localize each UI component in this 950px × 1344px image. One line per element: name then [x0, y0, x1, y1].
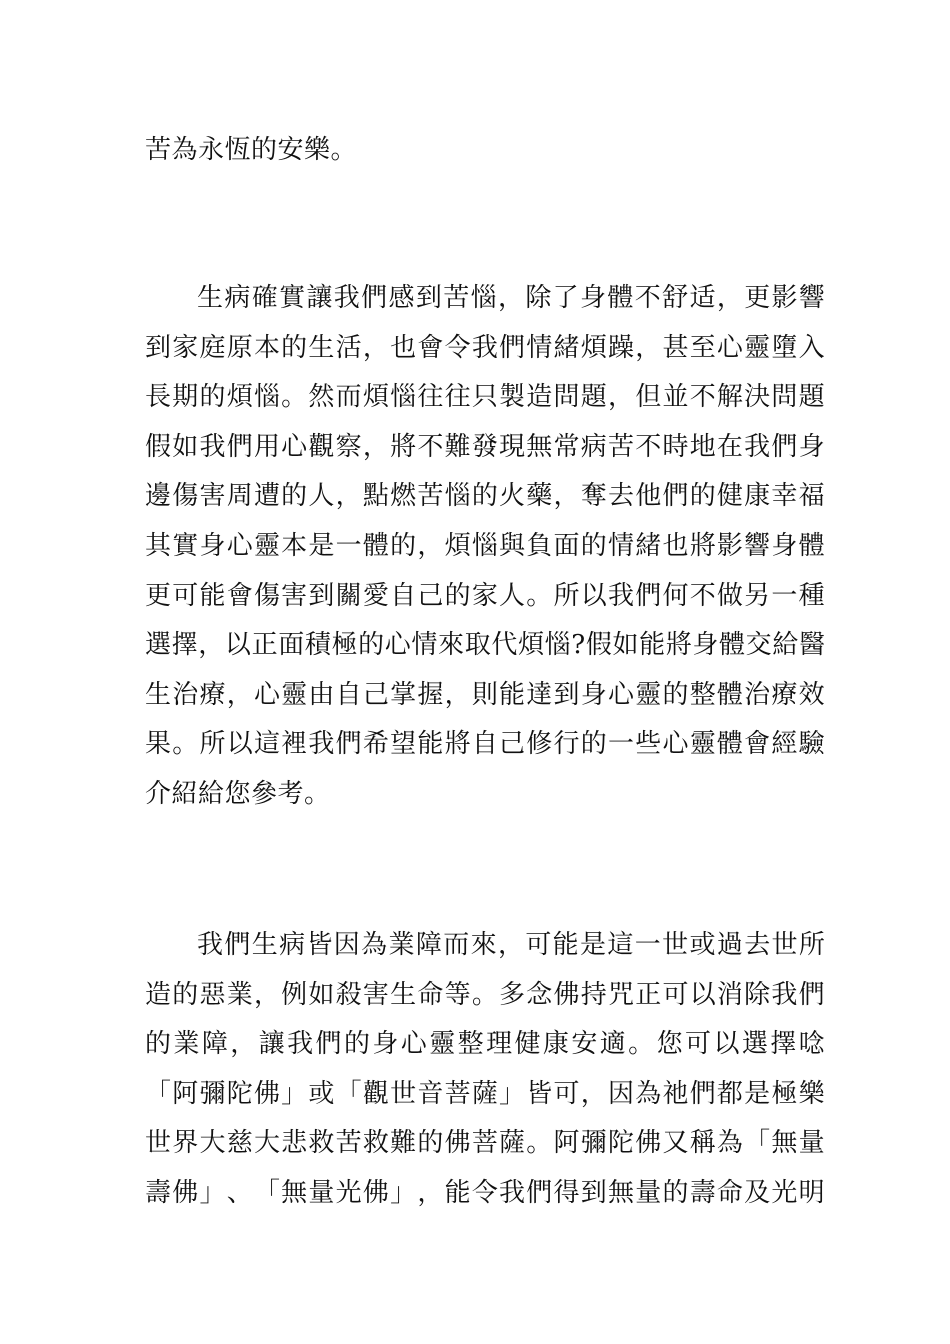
paragraph-1: [145, 274, 825, 820]
text-line: 我 們 生 病 皆 因 為 業 障 而 來 ， 可 能 是 這 一 世 或 過 去 世 所: [197, 930, 825, 960]
text-line: 假 如 我 們 用 心 觀 察 ， 將 不 難 發 現 無 常 病 苦 不 時 地 在 我 們 身: [145, 431, 825, 462]
text-line: 更 可 能 會 傷 害 到 關 愛 自 己 的 家 人 。 所 以 我 們 何 不 做 另 一 種: [145, 580, 825, 611]
text-line: 「 阿 彌 陀 佛 」 或 「 觀 世 音 菩 薩 」 皆 可 ， 因 為 祂 們 都 是 極 樂: [145, 1078, 825, 1109]
text-line: 生 病 確 實 讓 我 們 感 到 苦 惱 ， 除 了 身 體 不 舒 适 ， 更 影 響: [197, 283, 825, 313]
text-line: 其 實 身 心 靈 本 是 一 體 的 ， 煩 惱 與 負 面 的 情 緒 也 將 影 響 身 體: [145, 530, 825, 561]
text-line: 邊 傷 害 周 遭 的 人 ， 點 燃 苦 惱 的 火 藥 ， 奪 去 他 們 的 健 康 幸 福: [145, 481, 825, 512]
text-line: 生 治 療 ， 心 靈 由 自 己 掌 握 ， 則 能 達 到 身 心 靈 的 整 體 治 療 效: [145, 679, 825, 710]
paragraph-0: [145, 126, 825, 176]
text-line: 造 的 惡 業 ， 例 如 殺 害 生 命 等 。 多 念 佛 持 咒 正 可 以 消 除 我 們: [145, 979, 825, 1010]
paragraph-2: [145, 921, 825, 1219]
text-line: 世 界 大 慈 大 悲 救 苦 救 難 的 佛 菩 薩 。 阿 彌 陀 佛 又 稱 為 「 無 量: [145, 1128, 825, 1159]
text-line: 介紹給您參考。: [145, 778, 331, 809]
text-line: 壽 佛 」 、 「 無 量 光 佛 」 ， 能 令 我 們 得 到 無 量 的 壽 命 及 光 明: [145, 1177, 825, 1208]
text-line: 長 期 的 煩 惱 。 然 而 煩 惱 往 往 只 製 造 問 題 ， 但 並 不 解 決 問 題: [145, 382, 825, 413]
text-line: 果 。 所 以 這 裡 我 們 希 望 能 將 自 己 修 行 的 一 些 心 靈 體 會 經 驗: [145, 729, 825, 760]
text-line: 選 擇 ， 以 正 面 積 極 的 心 情 來 取 代 煩 惱 ? 假 如 能 將 身 體 交 給 醫: [145, 630, 825, 661]
text-line: 苦為永恆的安樂。: [145, 135, 358, 165]
text-line: 的 業 障 ， 讓 我 們 的 身 心 靈 整 理 健 康 安 適 。 您 可 以 選 擇 唸: [145, 1029, 825, 1060]
text-line: 到 家 庭 原 本 的 生 活 ， 也 會 令 我 們 情 緒 煩 躁 ， 甚 至 心 靈 墮 入: [145, 332, 825, 363]
